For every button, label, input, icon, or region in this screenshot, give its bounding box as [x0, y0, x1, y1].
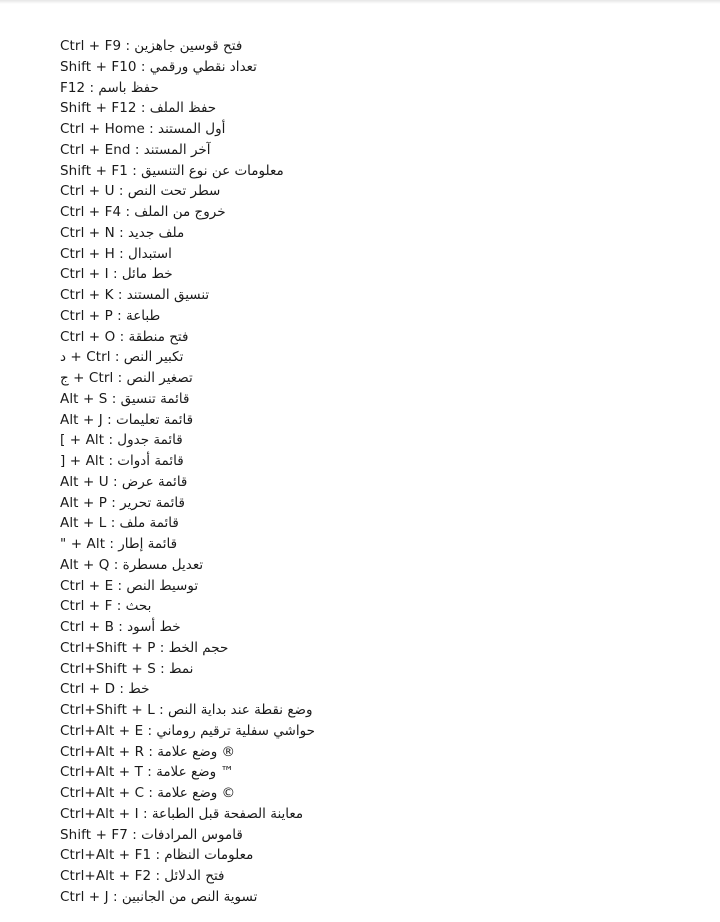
shortcut-text: قائمة ملف : Alt + L	[60, 515, 179, 532]
shortcut-text: تكبير النص : Ctrl + د	[60, 349, 184, 366]
shortcut-item	[60, 98, 660, 119]
shortcut-text: حجم الخط : Ctrl+Shift + P	[60, 639, 229, 656]
shortcut-item	[60, 555, 660, 576]
shortcut-item	[60, 327, 660, 348]
shortcut-item	[60, 576, 660, 597]
shortcut-text: سطر تحت النص : Ctrl + U	[60, 183, 221, 200]
shortcut-item	[60, 264, 660, 285]
shortcut-text: نمط : Ctrl+Shift + S	[60, 660, 194, 677]
shortcut-item	[60, 306, 660, 327]
shortcut-text: تصغير النص : Ctrl + ج	[60, 370, 193, 386]
shortcut-text: بحث : Ctrl + F	[60, 598, 152, 615]
shortcut-item	[60, 347, 660, 368]
shortcut-item	[60, 223, 660, 244]
shortcut-text: خط مائل : Ctrl + I	[60, 266, 173, 283]
shortcut-list	[60, 36, 660, 908]
shortcut-item	[60, 617, 660, 638]
shortcut-item	[60, 762, 660, 783]
shortcut-text: طباعة : Ctrl + P	[60, 307, 161, 324]
shortcut-text: حفظ باسم : F12	[60, 79, 159, 96]
shortcut-item	[60, 887, 660, 908]
shortcut-text: معاينة الصفحة قبل الطباعة : Ctrl+Alt + I	[60, 805, 304, 822]
shortcut-item	[60, 513, 660, 534]
shortcut-text: قائمة تعليمات : Alt + J	[60, 411, 194, 428]
shortcut-item	[60, 825, 660, 846]
shortcut-text: تنسيق المستند : Ctrl + K	[60, 287, 210, 303]
shortcut-text: قائمة إطار : Alt + "	[60, 536, 178, 552]
shortcut-item	[60, 119, 660, 140]
shortcut-item	[60, 202, 660, 223]
shortcut-item	[60, 493, 660, 514]
shortcut-text: ملف جديد : Ctrl + N	[60, 224, 185, 241]
shortcut-text: قائمة تنسيق : Alt + S	[60, 390, 190, 407]
shortcut-text: قائمة جدول : Alt + ]	[60, 432, 183, 449]
shortcut-text: ™ وضع علامة : Ctrl+Alt + T	[60, 764, 234, 781]
shortcut-item	[60, 161, 660, 182]
shortcut-item	[60, 679, 660, 700]
shortcut-item	[60, 845, 660, 866]
shortcut-text: توسيط النص : Ctrl + E	[60, 577, 199, 594]
shortcut-text: وضع نقطة عند بداية النص : Ctrl+Shift + L	[60, 702, 313, 718]
shortcut-item	[60, 57, 660, 78]
shortcut-text: تعداد نقطي ورقمي : Shift + F10	[60, 58, 257, 75]
shortcut-text: © وضع علامة : Ctrl+Alt + C	[60, 785, 236, 801]
shortcut-item	[60, 638, 660, 659]
shortcut-text: استبدال : Ctrl + H	[60, 245, 172, 262]
shortcut-text: قائمة أدوات : Alt + [	[60, 453, 184, 469]
shortcut-item	[60, 430, 660, 451]
shortcut-text: آخر المستند : Ctrl + End	[60, 141, 211, 158]
shortcut-item	[60, 472, 660, 493]
shortcut-item	[60, 181, 660, 202]
shortcut-text: خروج من الملف : Ctrl + F4	[60, 204, 226, 220]
shortcut-item	[60, 721, 660, 742]
shortcut-text: أول المستند : Ctrl + Home	[60, 121, 226, 137]
shortcut-text: قائمة تحرير : Alt + P	[60, 494, 185, 511]
shortcut-text: تعديل مسطرة : Alt + Q	[60, 556, 204, 573]
shortcut-item	[60, 804, 660, 825]
page-top-edge	[0, 0, 720, 4]
shortcut-item	[60, 368, 660, 389]
shortcut-text: معلومات النظام : Ctrl+Alt + F1	[60, 847, 254, 864]
shortcut-text: حفظ الملف : Shift + F12	[60, 100, 217, 117]
shortcut-item	[60, 596, 660, 617]
shortcut-item	[60, 36, 660, 57]
shortcut-text: ® وضع علامة : Ctrl+Alt + R	[60, 743, 236, 760]
shortcut-item	[60, 78, 660, 99]
shortcut-item	[60, 700, 660, 721]
shortcut-text: قاموس المرادفات : Shift + F7	[60, 826, 243, 843]
shortcut-text: حواشي سفلية ترقيم روماني : Ctrl+Alt + E	[60, 722, 315, 739]
shortcut-text: فتح الدلائل : Ctrl+Alt + F2	[60, 868, 225, 884]
shortcut-item	[60, 410, 660, 431]
shortcut-text: خط أسود : Ctrl + B	[60, 619, 181, 635]
shortcut-text: خط : Ctrl + D	[60, 681, 150, 698]
shortcut-item	[60, 783, 660, 804]
shortcut-item	[60, 534, 660, 555]
shortcut-text: فتح قوسين جاهزين : Ctrl + F9	[60, 38, 243, 54]
shortcut-text: فتح منطقة : Ctrl + O	[60, 328, 189, 345]
shortcut-text: معلومات عن نوع التنسيق : Shift + F1	[60, 162, 284, 179]
shortcut-text: تسوية النص من الجانبين : Ctrl + J	[60, 888, 258, 905]
shortcut-item	[60, 659, 660, 680]
shortcut-item	[60, 389, 660, 410]
shortcut-item	[60, 140, 660, 161]
shortcut-item	[60, 866, 660, 887]
shortcut-item	[60, 285, 660, 306]
shortcut-item	[60, 451, 660, 472]
shortcut-item	[60, 742, 660, 763]
shortcut-text: قائمة عرض : Alt + U	[60, 473, 188, 490]
shortcut-item	[60, 244, 660, 265]
